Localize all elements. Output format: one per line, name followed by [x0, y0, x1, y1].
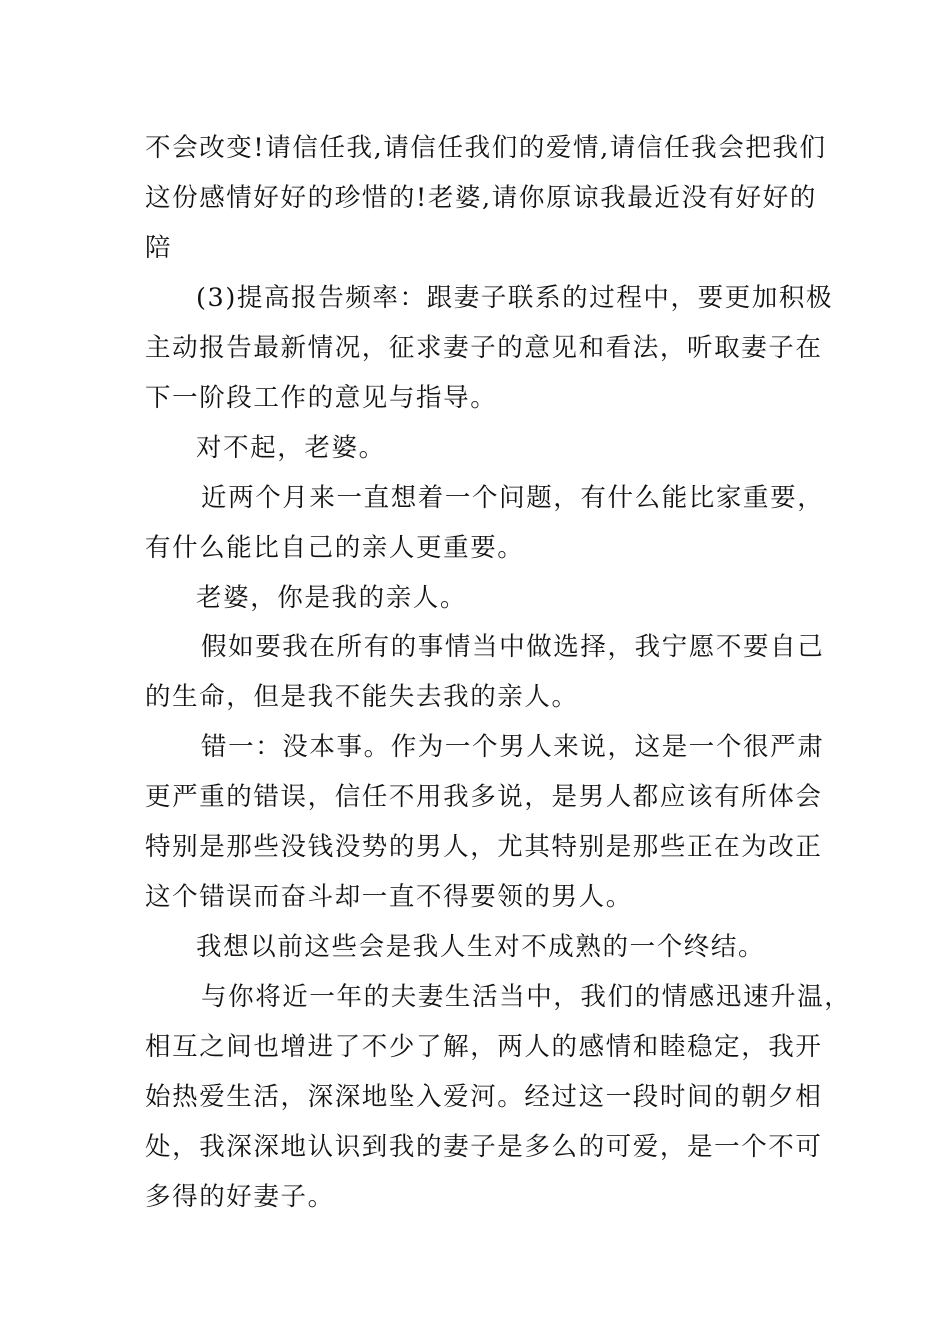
text-line: 更严重的错误，信任不用我多说，是男人都应该有所体会 — [145, 782, 823, 812]
text-line: (3)提高报告频率：跟妻子联系的过程中，要更加积极 — [196, 283, 834, 313]
text-line: 不会改变!请信任我,请信任我们的爱情,请信任我会把我们 — [145, 133, 827, 163]
text-line: 这份感情好好的珍惜的!老婆,请你原谅我最近没有好好的 — [145, 183, 817, 213]
text-line: 主动报告最新情况，征求妻子的意见和看法，听取妻子在 — [145, 333, 823, 363]
text-line: 与你将近一年的夫妻生活当中，我们的情感迅速升温， — [201, 982, 852, 1012]
text-line: 有什么能比自己的亲人更重要。 — [145, 533, 525, 563]
text-line: 对不起，老婆。 — [196, 433, 386, 463]
text-line: 这个错误而奋斗却一直不得要领的男人。 — [145, 882, 633, 912]
text-line: 下一阶段工作的意见与指导。 — [145, 383, 498, 413]
text-line: 错一：没本事。作为一个男人来说，这是一个很严肃 — [201, 732, 825, 762]
text-line: 处，我深深地认识到我的妻子是多么的可爱，是一个不可 — [145, 1132, 823, 1162]
text-line: 近两个月来一直想着一个问题，有什么能比家重要， — [201, 483, 825, 513]
text-line: 陪 — [145, 233, 173, 263]
text-line: 多得的好妻子。 — [145, 1182, 335, 1212]
text-line: 始热爱生活，深深地坠入爱河。经过这一段时间的朝夕相 — [145, 1082, 823, 1112]
text-line: 我想以前这些会是我人生对不成熟的一个终结。 — [196, 932, 766, 962]
text-line: 老婆，你是我的亲人。 — [196, 583, 468, 613]
text-line: 相互之间也增进了不少了解，两人的感情和睦稳定，我开 — [145, 1032, 823, 1062]
text-line: 假如要我在所有的事情当中做选择，我宁愿不要自己 — [201, 632, 825, 662]
text-line: 特别是那些没钱没势的男人，尤其特别是那些正在为改正 — [145, 832, 823, 862]
text-line: 的生命，但是我不能失去我的亲人。 — [145, 682, 579, 712]
